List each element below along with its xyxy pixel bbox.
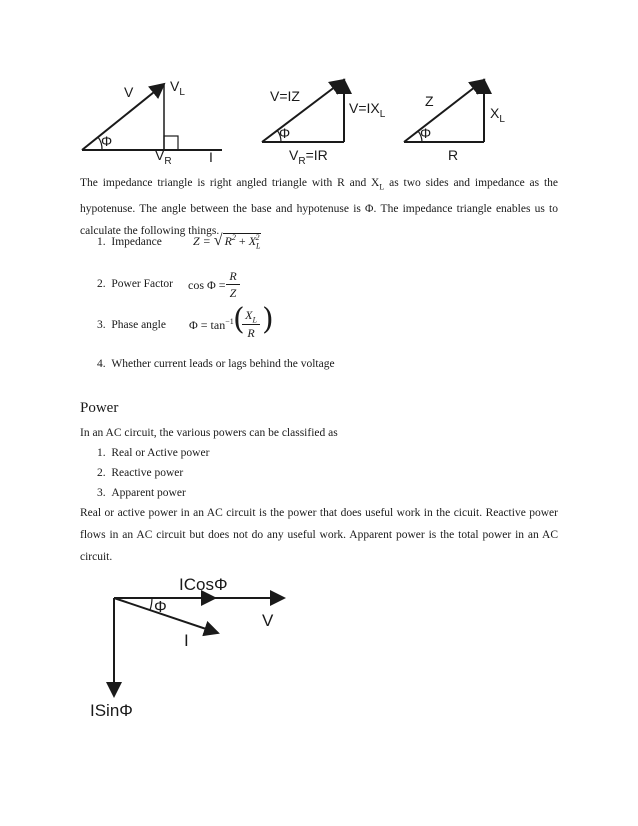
vl-label: $V_L$ <box>170 78 185 98</box>
impedance-formula: Z = √ $R^2 + X_L^2$ <box>193 232 261 251</box>
v-label: V <box>262 611 274 630</box>
vr-ir-label: $V_R=IR$ <box>289 147 328 167</box>
phase-numerator: $X_L$ <box>245 308 257 325</box>
fraction-bar <box>242 324 260 325</box>
r-label: R <box>448 147 459 163</box>
impedance-triangles-figure <box>0 0 638 170</box>
intro-paragraph: The impedance triangle is right angled triangle with R and $X_L$ as two sides and impedance as the hypotenuse. The angle between the base and hypotenuse is Φ. The impedance triangle enables us to calculate the following things. <box>80 177 558 238</box>
power-intro: In an AC circuit, the various powers can be classified as <box>80 427 338 439</box>
pf-denominator: Z <box>229 286 237 300</box>
vl-ixl-label: $V=IX_L$ <box>349 100 386 120</box>
list-item: 3. Apparent power <box>97 487 186 499</box>
xl-label: $X_L$ <box>490 105 505 125</box>
isin-label: ISinΦ <box>90 701 133 720</box>
power-phasor-diagram <box>0 570 638 730</box>
list-item: 1. Real or Active power <box>97 447 210 459</box>
angle-label: Φ <box>279 125 291 141</box>
fraction-bar <box>226 284 240 285</box>
left-paren: ( <box>233 302 245 337</box>
right-angle-mark <box>164 136 178 150</box>
voltage-triangle <box>82 78 222 167</box>
z-label: Z <box>425 93 434 109</box>
power-factor-formula: cos Φ = <box>188 278 226 292</box>
v-arrow <box>82 84 164 150</box>
right-paren: ) <box>262 302 274 337</box>
phase-denominator: R <box>247 326 255 340</box>
i-label: I <box>184 631 189 650</box>
section-heading: Power <box>80 400 119 416</box>
voltage-impedance-triangle <box>262 80 386 167</box>
power-description: Real or active power in an AC circuit is the power that does useful work in the cicuit. Reactive power flows in an AC circuit but does not do any useful work. Apparent power is the total power in an AC circuit. <box>80 507 558 563</box>
impedance-triangle <box>404 80 505 163</box>
list-item: 2. Reactive power <box>97 467 184 479</box>
pf-numerator: R <box>229 269 237 283</box>
v-label: V <box>124 84 134 100</box>
vr-label: $V_R$ <box>155 147 172 167</box>
angle-label: Φ <box>154 599 167 616</box>
phase-angle-formula: $\Phi = \tan^{-1}$ <box>189 317 234 332</box>
z-arrow <box>404 80 484 142</box>
v-iz-label: V=IZ <box>270 88 300 104</box>
list-item: 2. Power Factor <box>97 278 174 290</box>
angle-arc <box>150 598 152 610</box>
list-item: 3. Phase angle <box>97 319 166 331</box>
i-label: I <box>209 149 213 165</box>
icos-label: ICosΦ <box>179 575 228 594</box>
angle-label: Φ <box>101 133 113 149</box>
list-item: 1. Impedance <box>97 236 162 248</box>
list-item: 4. Whether current leads or lags behind the voltage <box>97 358 335 370</box>
angle-label: Φ <box>420 125 432 141</box>
